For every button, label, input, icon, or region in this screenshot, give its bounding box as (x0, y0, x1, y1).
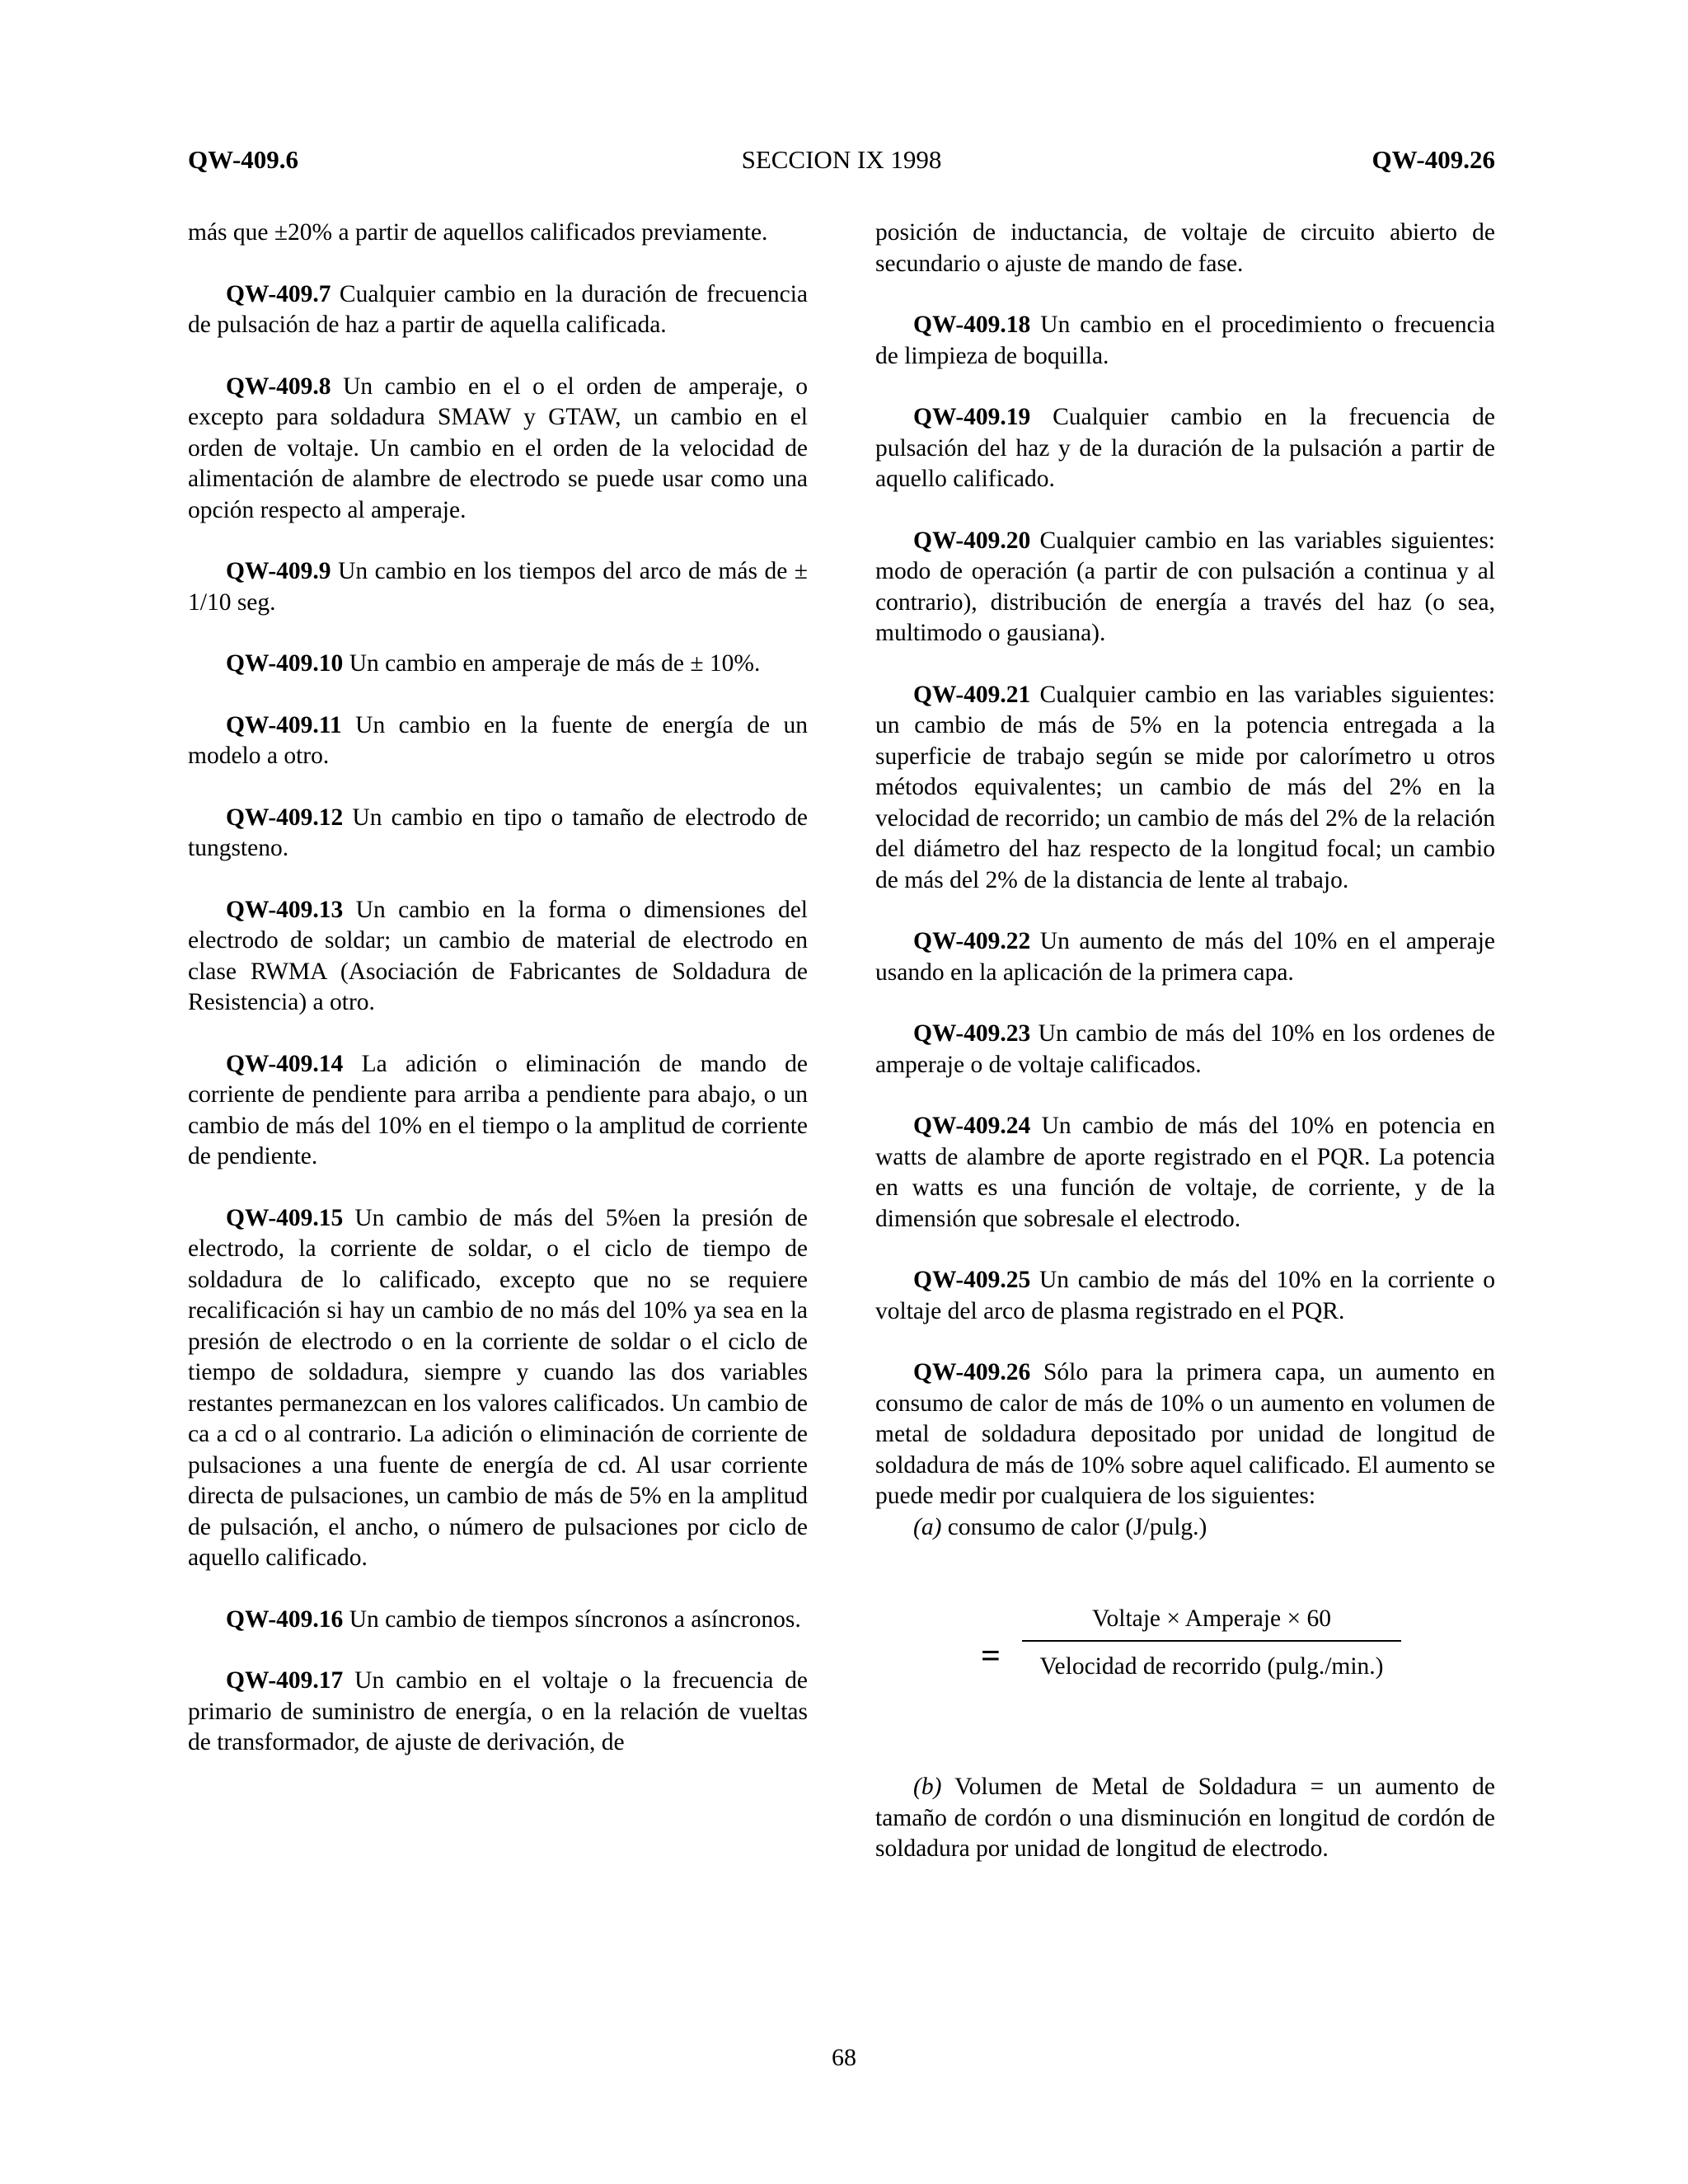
section-code: QW-409.16 (226, 1605, 344, 1633)
paragraph-qw-409-20: QW-409.20 Cualquier cambio en las variables siguientes: modo de operación (a partir de con pulsación a continua y al contrario), distribución de energía a través del haz (o sea, multimodo o gausiana). (875, 527, 1495, 646)
fraction (1022, 1601, 1401, 1685)
header-right-code: QW-409.26 (1372, 145, 1495, 174)
paragraph-continuation: posición de inductancia, de voltaje de circuito abierto de secundario o ajuste de mando de fase. (875, 219, 1495, 277)
section-code: QW-409.10 (226, 650, 344, 677)
paragraph-qw-409-22: QW-409.22 Un aumento de más del 10% en el amperaje usando en la aplicación de la primera capa. (875, 928, 1495, 986)
section-code: QW-409.9 (226, 558, 331, 584)
section-code: QW-409.18 (913, 312, 1031, 338)
paragraph-qw-409-9: QW-409.9 Un cambio en los tiempos del arco de más de ± 1/10 seg. (188, 558, 808, 616)
section-code: QW-409.21 (913, 681, 1031, 708)
header-left-code: QW-409.6 (188, 145, 299, 174)
paragraph-qw-409-11: QW-409.11 Un cambio en la fuente de energía de un modelo a otro. (188, 711, 808, 769)
left-column (188, 218, 808, 1789)
paragraph-qw-409-17: QW-409.17 Un cambio en el voltaje o la frecuencia de primario de suministro de energía, o en la relación de vueltas de transformador, de ajuste de derivación, de (188, 1667, 808, 1755)
section-code: QW-409.17 (226, 1667, 344, 1694)
fraction-numerator: Voltaje × Amperaje × 60 (1092, 1605, 1331, 1632)
paragraph-continuation: más que ±20% a partir de aquellos calificados previamente. (188, 219, 768, 246)
header-title: SECCION IX 1998 (741, 145, 942, 174)
section-code: QW-409.12 (226, 804, 344, 831)
equals-sign: = (981, 1638, 1001, 1675)
paragraph-qw-409-23: QW-409.23 Un cambio de más del 10% en los ordenes de amperaje o de voltaje calificados. (875, 1020, 1495, 1078)
heat-input-formula (875, 1601, 1495, 1724)
section-code: QW-409.11 (226, 711, 342, 738)
section-code: QW-409.24 (913, 1113, 1031, 1139)
paragraph-qw-409-8: QW-409.8 Un cambio en el o el orden de amperaje, o excepto para soldadura SMAW y GTAW, un cambio en el orden de voltaje. Un cambio en el orden de la velocidad de alimentación de alambre de electrodo se puede usar como una opción respecto al amperaje. (188, 373, 808, 523)
paragraph-qw-409-24: QW-409.24 Un cambio de más del 10% en potencia en watts de alambre de aporte registrado en el PQR. La potencia en watts es una función de voltaje, de corriente, y de la dimensión que sobresale el electrodo. (875, 1113, 1495, 1232)
paragraph-qw-409-13: QW-409.13 Un cambio en la forma o dimensiones del electrodo de soldar; un cambio de material de electrodo en clase RWMA (Asociación de Fabricantes de Soldadura de Resistencia) a otro. (188, 896, 808, 1015)
item-label: (a) (913, 1513, 942, 1540)
paragraph-qw-409-10: QW-409.10 Un cambio en amperaje de más de ± 10%. (226, 650, 761, 677)
section-code: QW-409.8 (226, 373, 331, 400)
item-label: (b) (913, 1774, 942, 1800)
section-code: QW-409.22 (913, 928, 1031, 954)
section-code: QW-409.14 (226, 1050, 344, 1077)
right-column (875, 218, 1495, 1896)
fraction-bar (1022, 1640, 1401, 1642)
list-item-b: (b) Volumen de Metal de Soldadura = un aumento de tamaño de cordón o una disminución en longitud de cordón de soldadura por unidad de longitud de electrodo. (875, 1774, 1495, 1862)
page-number: 68 (832, 2044, 856, 2071)
paragraph-qw-409-21: QW-409.21 Cualquier cambio en las variables siguientes: un cambio de más de 5% en la potencia entregada a la superficie de trabajo según se mide por calorímetro u otros métodos equivalentes; un cambio de más del 2% en la velocidad de recorrido; un cambio de más del 2% de la relación del diámetro del haz respecto de la longitud focal; un cambio de más del 2% de la distancia de lente al trabajo. (875, 681, 1495, 893)
page-header (188, 145, 1495, 186)
paragraph-qw-409-19: QW-409.19 Cualquier cambio en la frecuencia de pulsación del haz y de la duración de la pulsación a partir de aquello calificado. (875, 404, 1495, 492)
paragraph-qw-409-16: QW-409.16 Un cambio de tiempos síncronos a asíncronos. (226, 1605, 801, 1633)
paragraph-qw-409-18: QW-409.18 Un cambio en el procedimiento o frecuencia de limpieza de boquilla. (875, 312, 1495, 369)
section-code: QW-409.7 (226, 280, 331, 307)
paragraph-qw-409-7: QW-409.7 Cualquier cambio en la duración de frecuencia de pulsación de haz a partir de aquella calificada. (188, 280, 808, 338)
section-code: QW-409.26 (913, 1359, 1031, 1385)
paragraph-qw-409-12: QW-409.12 Un cambio en tipo o tamaño de electrodo de tungsteno. (188, 804, 808, 861)
paragraph-qw-409-14: QW-409.14 La adición o eliminación de mando de corriente de pendiente para arriba a pendiente para abajo, o un cambio de más del 10% en el tiempo o la amplitud de corriente de pendiente. (188, 1050, 808, 1169)
fraction-denominator: Velocidad de recorrido (pulg./min.) (1039, 1653, 1384, 1680)
paragraph-qw-409-26: QW-409.26 Sólo para la primera capa, un aumento en consumo de calor de más de 10% o un aumento en volumen de metal de soldadura depositado por unidad de longitud de soldadura de más de 10% sobre aquel calificado. El aumento se puede medir por cualquiera de los siguientes: (875, 1359, 1495, 1509)
paragraph-qw-409-15: QW-409.15 Un cambio de más del 5%en la presión de electrodo, la corriente de soldar, o el ciclo de tiempo de soldadura de lo calificado, excepto que no se requiere recalificación si hay un cambio de no más del 10% ya sea en la presión de electrodo o en la corriente de soldar o el ciclo de tiempo de soldadura, siempre y cuando las dos variables restantes permanezcan en los valores calificados. Un cambio de ca a cd o al contrario. La adición o eliminación de corriente de pulsaciones a una fuente de energía de cd. Al usar corriente directa de pulsaciones, un cambio de más de 5% en la amplitud de pulsación, el ancho, o número de pulsaciones por ciclo de aquello calificado. (188, 1204, 808, 1571)
section-code: QW-409.19 (913, 404, 1031, 430)
list-item-a: (a) consumo de calor (J/pulg.) (913, 1513, 1207, 1540)
paragraph-qw-409-25: QW-409.25 Un cambio de más del 10% en la corriente o voltaje del arco de plasma registrado en el PQR. (875, 1267, 1495, 1324)
section-code: QW-409.20 (913, 527, 1031, 554)
section-code: QW-409.23 (913, 1020, 1031, 1047)
section-code: QW-409.25 (913, 1267, 1031, 1293)
section-code: QW-409.15 (226, 1204, 344, 1231)
section-code: QW-409.13 (226, 896, 344, 923)
